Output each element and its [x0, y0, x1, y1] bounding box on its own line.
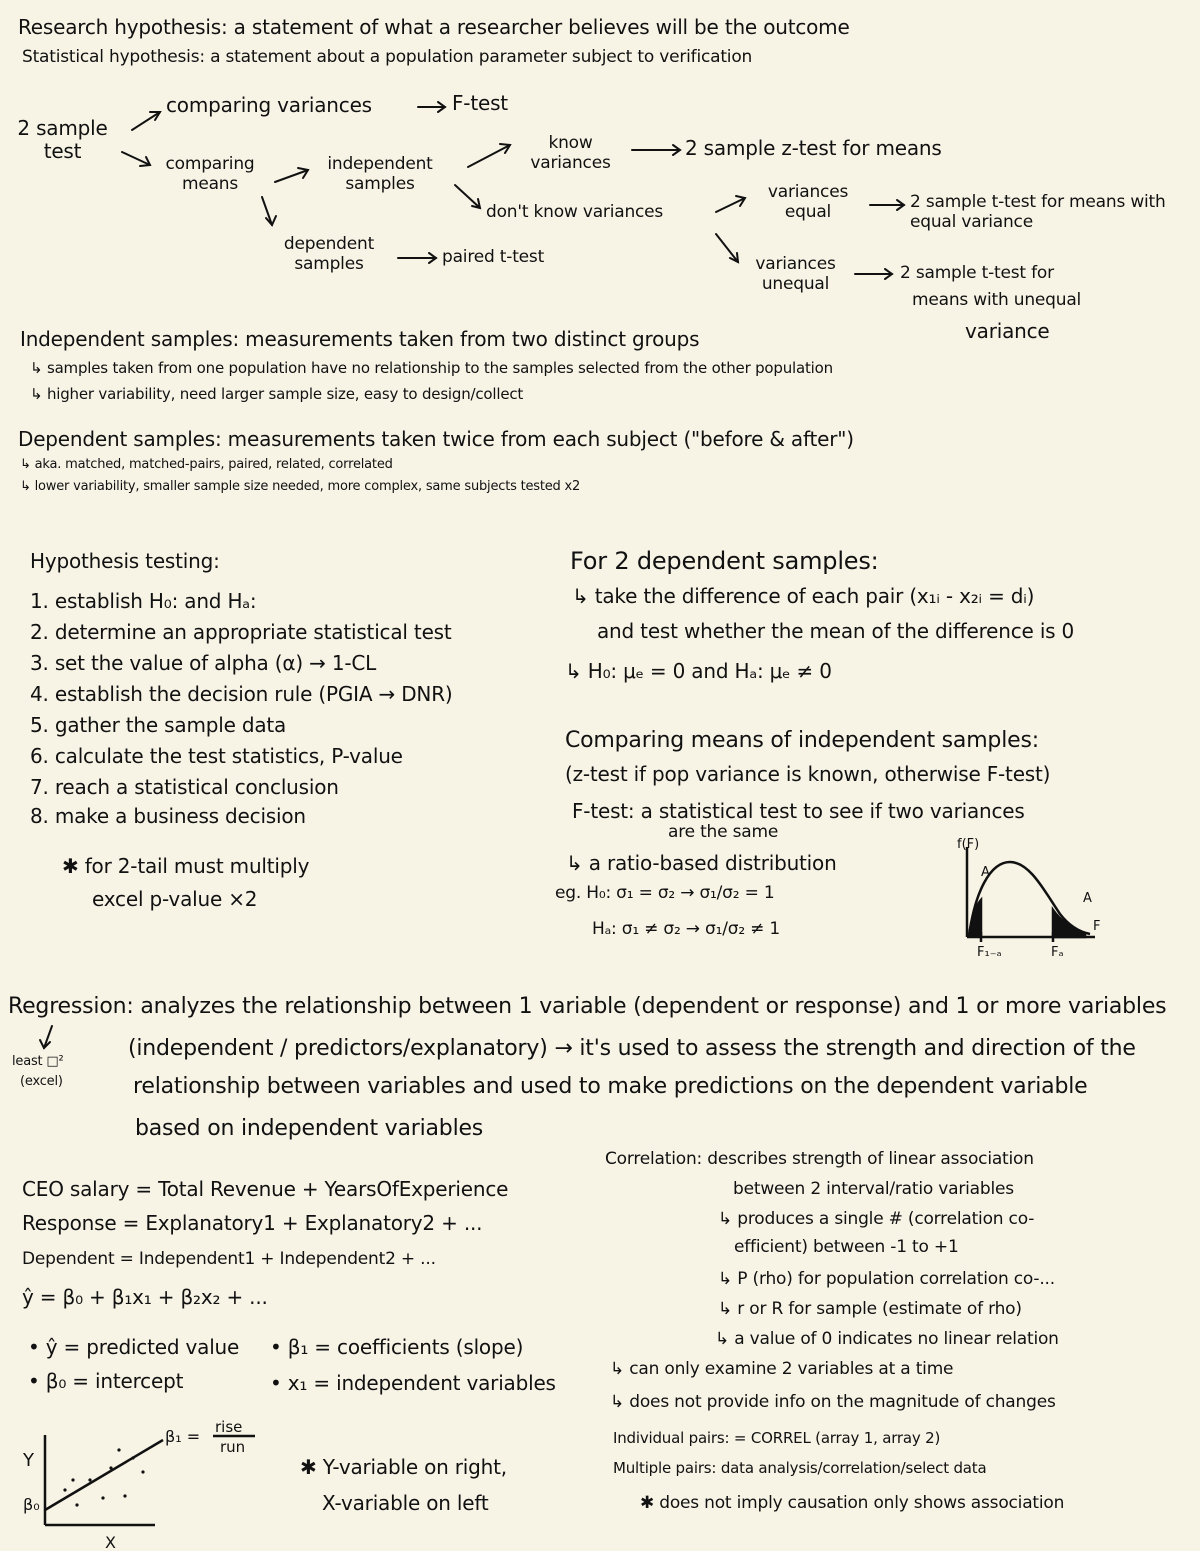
independent-point-2: ↳ higher variability, need larger sample size, easy to design/collect: [30, 385, 524, 403]
hypothesis-step: 7. reach a statistical conclusion: [30, 775, 339, 799]
correlation-point-3: ↳ r or R for sample (estimate of rho): [718, 1299, 1022, 1319]
correlation-excel-individual: Individual pairs: = CORREL (array 1, array 2): [613, 1429, 941, 1447]
plot-y-label: Y: [23, 1450, 34, 1471]
flow-variances-unequal: variances unequal: [755, 254, 836, 294]
correlation-excel-multiple: Multiple pairs: data analysis/correlation/select data: [613, 1459, 987, 1477]
correlation-point-1: ↳ produces a single # (correlation co-: [718, 1209, 1035, 1229]
hypothesis-step: 8. make a business decision: [30, 804, 306, 828]
correlation-point-6: ↳ does not provide info on the magnitude of changes: [610, 1392, 1056, 1412]
flow-variances-equal: variances equal: [767, 182, 849, 222]
graph-alpha-left: A: [981, 865, 990, 880]
regression-definition-4: based on independent variables: [135, 1116, 484, 1141]
hypothesis-step: 3. set the value of alpha (α) → 1-CL: [30, 651, 377, 675]
dependent-pairs-line-2: and test whether the mean of the difference is 0: [597, 619, 1075, 643]
hypothesis-testing-title: Hypothesis testing:: [30, 549, 220, 573]
flow-z-test: 2 sample z-test for means: [685, 136, 942, 160]
flow-dont-know-variances: don't know variances: [486, 202, 664, 222]
graph-left-critical: F₁₋ₐ: [977, 945, 1002, 960]
dependent-pairs-title: For 2 dependent samples:: [570, 547, 879, 575]
dependent-point-2: ↳ lower variability, smaller sample size needed, more complex, same subjects tested x2: [20, 479, 581, 494]
independent-samples-title: Independent samples: measurements taken from two distinct groups: [20, 327, 700, 351]
variable-note-2: X-variable on left: [322, 1491, 489, 1515]
f-test-definition: F-test: a statistical test to see if two variances: [572, 799, 1025, 823]
dependent-pairs-line-1: ↳ take the difference of each pair (x₁ᵢ - x₂ᵢ = dᵢ): [572, 584, 1035, 608]
least-squares-excel: (excel): [20, 1074, 63, 1089]
flow-comparing-variances: comparing variances: [166, 93, 372, 117]
graph-x-label: F: [1093, 919, 1101, 934]
correlation-point-5: ↳ can only examine 2 variables at a time: [610, 1359, 954, 1379]
plot-regression-line: [45, 1440, 163, 1510]
model-def-predicted: • ŷ = predicted value: [28, 1335, 240, 1359]
flow-root: 2 sample test: [17, 116, 108, 163]
comparing-means-title: Comparing means of independent samples:: [565, 728, 1039, 753]
flow-comparing-means: comparing means: [165, 154, 255, 194]
two-tail-note-1: ✱ for 2-tail must multiply: [62, 854, 310, 878]
research-hypothesis-definition: Research hypothesis: a statement of what a researcher believes will be the outcome: [18, 15, 850, 39]
statistical-hypothesis-definition: Statistical hypothesis: a statement about a population parameter subject to verification: [22, 47, 753, 67]
correlation-point-4: ↳ a value of 0 indicates no linear relation: [715, 1329, 1059, 1349]
independent-point-1: ↳ samples taken from one population have no relationship to the samples selected from the other population: [30, 359, 833, 377]
flow-know-variances: know variances: [530, 133, 611, 173]
regression-definition-3: relationship between variables and used to make predictions on the dependent variable: [133, 1074, 1088, 1099]
model-equation-general: ŷ = β₀ + β₁x₁ + β₂x₂ + ...: [22, 1285, 268, 1309]
plot-b1-label: β₁ =: [165, 1427, 201, 1446]
model-def-intercept: • β₀ = intercept: [28, 1369, 184, 1393]
hypothesis-step: 2. determine an appropriate statistical test: [30, 620, 452, 644]
flow-t-test-unequal-3: variance: [965, 319, 1050, 343]
flow-independent-samples: independent samples: [327, 154, 433, 194]
model-def-coefficients: • β₁ = coefficients (slope): [270, 1335, 524, 1359]
regression-definition-2: (independent / predictors/explanatory) → it's used to assess the strength and direction of the: [128, 1036, 1136, 1061]
correlation-causation-note: ✱ does not imply causation only shows association: [640, 1493, 1065, 1513]
regression-plot: [15, 1410, 275, 1551]
model-equation-dependent: Dependent = Independent1 + Independent2 + ...: [22, 1249, 436, 1269]
f-test-alt-hypothesis: Hₐ: σ₁ ≠ σ₂ → σ₁/σ₂ ≠ 1: [592, 919, 781, 939]
hypothesis-step: 5. gather the sample data: [30, 713, 287, 737]
dependent-point-1: ↳ aka. matched, matched-pairs, paired, related, correlated: [20, 457, 393, 472]
flow-f-test: F-test: [452, 91, 508, 115]
correlation-definition-cont: between 2 interval/ratio variables: [733, 1179, 1014, 1199]
plot-b0-label: β₀: [23, 1495, 40, 1514]
correlation-definition: Correlation: describes strength of linear association: [605, 1149, 1034, 1169]
correlation-point-1-cont: efficient) between -1 to +1: [734, 1237, 959, 1257]
model-equation-example: CEO salary = Total Revenue + YearsOfExperience: [22, 1177, 509, 1201]
variable-note-1: ✱ Y-variable on right,: [300, 1455, 507, 1479]
regression-definition-1: Regression: analyzes the relationship between 1 variable (dependent or response) and 1 or more variables: [8, 994, 1167, 1019]
dependent-pairs-hypotheses: ↳ H₀: μₑ = 0 and Hₐ: μₑ ≠ 0: [565, 659, 832, 683]
flow-t-test-unequal-1: 2 sample t-test for: [900, 263, 1054, 283]
hypothesis-step: 6. calculate the test statistics, P-value: [30, 744, 403, 768]
graph-right-critical: Fₐ: [1051, 945, 1064, 960]
plot-run-label: run: [220, 1438, 246, 1456]
flow-dependent-samples: dependent samples: [283, 234, 375, 274]
hypothesis-step: 1. establish H₀: and Hₐ:: [30, 589, 257, 613]
graph-alpha-right: A: [1083, 891, 1092, 906]
dependent-samples-title: Dependent samples: measurements taken twice from each subject ("before & after"): [18, 427, 854, 451]
plot-x-label: X: [105, 1533, 116, 1551]
two-tail-note-2: excel p-value ×2: [92, 887, 258, 911]
plot-rise-label: rise: [215, 1418, 243, 1436]
model-equation-response: Response = Explanatory1 + Explanatory2 + ...: [22, 1211, 483, 1235]
model-def-independent: • x₁ = independent variables: [270, 1371, 556, 1395]
comparing-means-line-1: (z-test if pop variance is known, otherwise F-test): [565, 762, 1051, 786]
hypothesis-step: 4. establish the decision rule (PGIA → DNR): [30, 682, 453, 706]
correlation-point-2: ↳ P (rho) for population correlation co-...: [718, 1269, 1055, 1289]
f-test-definition-cont: are the same: [668, 822, 779, 842]
flow-paired-t-test: paired t-test: [442, 247, 545, 267]
least-squares-label: least □²: [12, 1054, 64, 1069]
flow-t-test-unequal-2: means with unequal: [912, 290, 1082, 310]
ratio-distribution: ↳ a ratio-based distribution: [566, 851, 837, 875]
f-test-null-hypothesis: eg. H₀: σ₁ = σ₂ → σ₁/σ₂ = 1: [555, 883, 775, 903]
flow-t-test-equal: 2 sample t-test for means with equal variance: [910, 192, 1166, 232]
graph-y-label: f(F): [957, 837, 980, 852]
